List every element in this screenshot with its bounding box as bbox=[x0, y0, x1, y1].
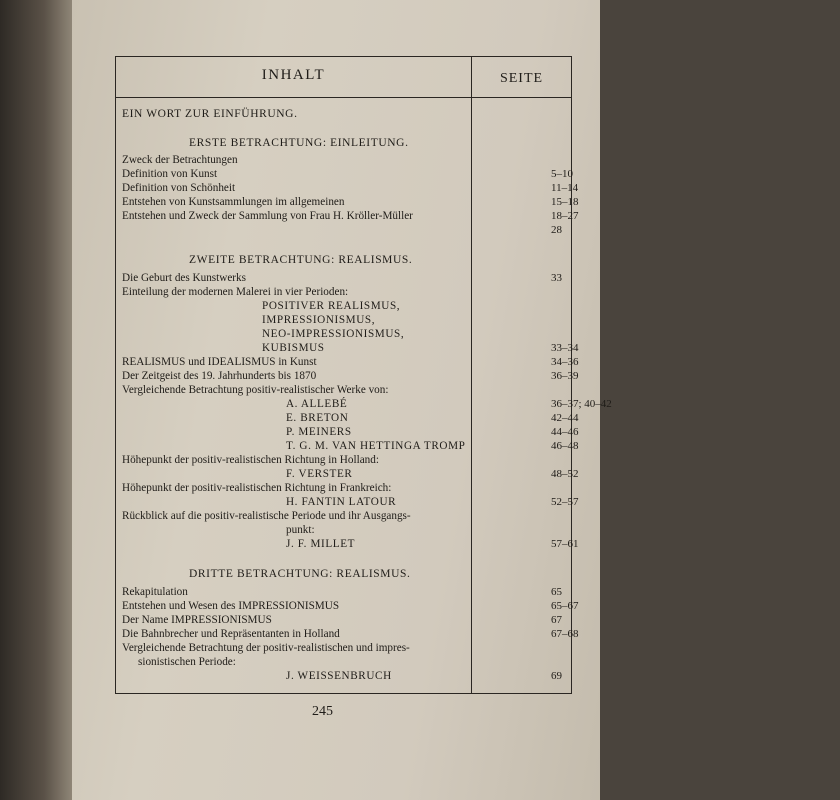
toc-entry: Die Bahnbrecher und Repräsentanten in Holland bbox=[122, 628, 340, 640]
toc-entry-page: 67–68 bbox=[551, 628, 579, 640]
page-number: 245 bbox=[312, 704, 333, 719]
toc-entry-page: 52–57 bbox=[551, 496, 579, 508]
toc-entry-page: 67 bbox=[551, 614, 562, 626]
section1-heading: ERSTE BETRACHTUNG: EINLEITUNG. bbox=[189, 137, 409, 149]
toc-entry-page: 11–14 bbox=[551, 182, 579, 194]
toc-entry: Entstehen von Kunstsammlungen im allgemeinen bbox=[122, 196, 345, 208]
toc-subentry: P. MEINERS bbox=[286, 426, 352, 438]
toc-entry-page: 69 bbox=[551, 670, 562, 682]
toc-subentry: E. BRETON bbox=[286, 412, 349, 424]
toc-entry-page: 44–46 bbox=[551, 426, 579, 438]
toc-entry-page: 33–34 bbox=[551, 342, 579, 354]
toc-entry-page: 42–44 bbox=[551, 412, 579, 424]
intro-heading: EIN WORT ZUR EINFÜHRUNG. bbox=[122, 108, 298, 120]
toc-subentry: POSITIVER REALISMUS, bbox=[262, 300, 401, 312]
toc-subentry: T. G. M. VAN HETTINGA TROMP bbox=[286, 440, 466, 452]
page-column-header: SEITE bbox=[499, 71, 544, 86]
section2-heading: ZWEITE BETRACHTUNG: REALISMUS. bbox=[189, 254, 413, 266]
toc-entry-page: 15–18 bbox=[551, 196, 579, 208]
toc-entry-page: 36–39 bbox=[551, 370, 579, 382]
page-column-divider bbox=[471, 57, 472, 693]
toc-entry: Der Name IMPRESSIONISMUS bbox=[122, 614, 272, 626]
toc-entry: sionistischen Periode: bbox=[138, 656, 236, 668]
toc-entry-page: 34–36 bbox=[551, 356, 579, 368]
toc-subentry: F. VERSTER bbox=[286, 468, 353, 480]
toc-entry-page: 18–27 bbox=[551, 210, 579, 222]
toc-subentry: NEO-IMPRESSIONISMUS, bbox=[262, 328, 405, 340]
toc-entry: punkt: bbox=[286, 524, 315, 536]
toc-entry: Entstehen und Zweck der Sammlung von Frau H. Kröller-Müller bbox=[122, 210, 413, 222]
toc-entry: Der Zeitgeist des 19. Jahrhunderts bis 1870 bbox=[122, 370, 317, 382]
toc-entry: Definition von Kunst bbox=[122, 168, 218, 180]
toc-entry-page: 65–67 bbox=[551, 600, 579, 612]
toc-entry: Die Geburt des Kunstwerks bbox=[122, 272, 246, 284]
toc-subentry: J. F. MILLET bbox=[286, 538, 356, 550]
toc-subentry: KUBISMUS bbox=[262, 342, 325, 354]
toc-entry: Höhepunkt der positiv-realistischen Richtung in Frankreich: bbox=[122, 482, 392, 494]
book-gutter-shadow bbox=[0, 0, 80, 800]
toc-title: INHALT bbox=[261, 67, 326, 83]
toc-entry: Höhepunkt der positiv-realistischen Richtung in Holland: bbox=[122, 454, 379, 466]
toc-entry: Definition von Schönheit bbox=[122, 182, 236, 194]
toc-entry-page: 65 bbox=[551, 586, 562, 598]
toc-entry: Vergleichende Betrachtung positiv-realistischer Werke von: bbox=[122, 384, 389, 396]
toc-entry-page: 36–37; 40–42 bbox=[551, 398, 612, 410]
toc-entry: Entstehen und Wesen des IMPRESSIONISMUS bbox=[122, 600, 340, 612]
toc-subentry: H. FANTIN LATOUR bbox=[286, 496, 397, 508]
toc-entry-page: 57–61 bbox=[551, 538, 579, 550]
toc-entry: Rekapitulation bbox=[122, 586, 188, 598]
toc-entry: Einteilung der modernen Malerei in vier Perioden: bbox=[122, 286, 349, 298]
toc-entry: Zweck der Betrachtungen bbox=[122, 154, 238, 166]
toc-subentry: A. ALLEBÉ bbox=[286, 398, 348, 410]
section3-heading: DRITTE BETRACHTUNG: REALISMUS. bbox=[189, 568, 411, 580]
toc-entry-page: 46–48 bbox=[551, 440, 579, 452]
toc-subentry: J. WEISSENBRUCH bbox=[286, 670, 392, 682]
toc-entry-page: 5–10 bbox=[551, 168, 573, 180]
toc-page-content bbox=[72, 0, 612, 800]
toc-entry: Rückblick auf die positiv-realistische Periode und ihr Ausgangs- bbox=[122, 510, 411, 522]
toc-entry-page: 48–52 bbox=[551, 468, 579, 480]
toc-entry-page: 28 bbox=[551, 224, 562, 236]
toc-subentry: IMPRESSIONISMUS, bbox=[262, 314, 376, 326]
toc-entry: Vergleichende Betrachtung der positiv-realistischen und impres- bbox=[122, 642, 410, 654]
toc-entry-page: 33 bbox=[551, 272, 562, 284]
toc-entry: REALISMUS und IDEALISMUS in Kunst bbox=[122, 356, 317, 368]
